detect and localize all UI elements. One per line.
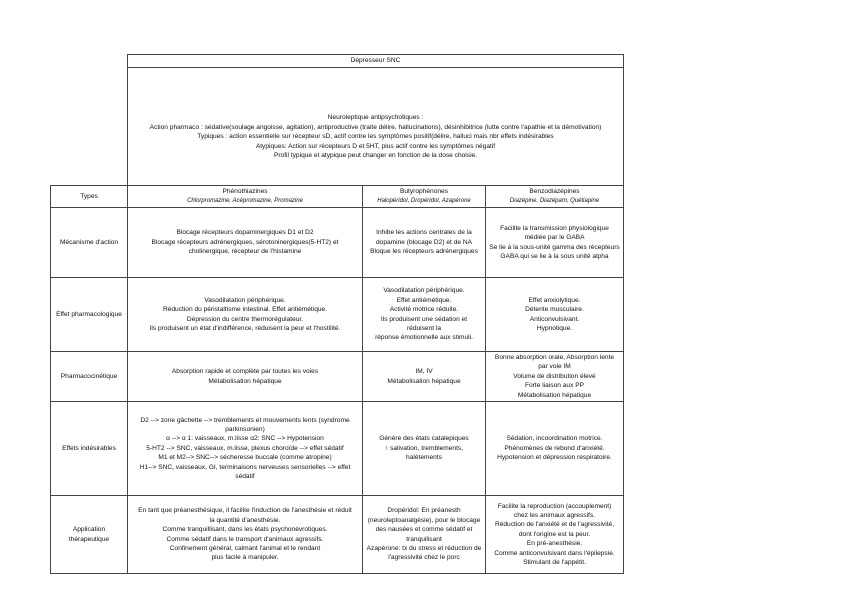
cell-line: Métabolisation hépatique — [208, 377, 282, 385]
cell-line: Ils produisent un état d'indifférence, réduisent la peur et l'hostilité. — [149, 324, 341, 332]
column-name: Butyrophénones — [399, 188, 449, 196]
cell-line: Volume de distribution élevé — [513, 372, 596, 380]
cell-line: Bonne absorption orale, Absorption lente — [494, 354, 615, 361]
intro-line: Action pharmaco : sédative(soulage angoisse, agitation), antiproductive (traite délire, hallucinations), désinhibitrice (lutte contre l'apathie et la démotivation) — [149, 123, 602, 131]
row-label: Mécanisme d'action — [51, 208, 128, 278]
pharmacology-table — [50, 54, 624, 574]
cell-line: Inhibe les actions centrales de la — [376, 229, 472, 237]
table-row — [51, 402, 624, 496]
cell-line: sédatif — [235, 473, 255, 481]
cell-line: dopamine (blocage D2) et de NA — [375, 238, 473, 246]
row-label: Pharmacocinétique — [51, 352, 128, 402]
cell-line: En tant que préanesthésique, il facilite l'induction de l'anesthésie et réduit — [138, 507, 352, 515]
intro-cell — [128, 68, 624, 186]
cell-line: En pré-anesthésie. — [526, 540, 583, 548]
intro-line: Atypiques: Action sur récepteurs D et 5HT, plus actif contre les symptômes négatif — [255, 142, 496, 150]
cell-line: H1--> SNC, vaisseaux, GI, terminaisons nerveuses sensorielles --> effet — [139, 463, 351, 471]
table-row — [51, 352, 624, 402]
cell-line: ↑ salivation, tremblements, — [384, 444, 464, 452]
table-cell — [486, 402, 624, 496]
cell-line: D2 --> zone gâchette --> tremblements et mouvements lents (syndrome — [140, 416, 350, 424]
table-cell — [486, 278, 624, 352]
cell-line: M1 et M2--> SNC--> sécheresse buccale (comme atropine) — [158, 454, 332, 462]
empty-corner — [51, 55, 128, 68]
cell-line: plus facile à manipuler. — [211, 554, 279, 562]
column-header-benzodiazepines — [486, 186, 624, 208]
cell-line: Se lie à la sous-unité gamma des récepteurs — [489, 243, 620, 251]
cell-line: Ils produisent une sédation et — [380, 315, 468, 323]
table-row — [51, 278, 624, 352]
cell-line: tranquilisant — [406, 535, 442, 543]
column-examples: Halopéridol, Dropéridol, Azapérone — [377, 197, 471, 204]
cell-line: Métabolisation hépatique — [387, 377, 461, 385]
cell-line: Détente musculaire. — [525, 306, 584, 314]
cell-line: Forte liaison aux PP — [524, 382, 584, 390]
intro-heading: Neuroleptique antipsychotiques : — [327, 114, 424, 122]
cell-line: cholinergique, récepteur de l'histamine — [188, 248, 302, 256]
cell-line: Phénomènes de rebond d'anxiété. — [504, 444, 605, 452]
column-name: Phénothiazines — [222, 188, 268, 196]
cell-line: Effet anxiolytique. — [528, 296, 581, 304]
cell-line: réponse émotionnelle aux stimuli. — [375, 334, 473, 342]
column-header-phenothiazines — [128, 186, 363, 208]
intro-line: Profil typique et atypique peut changer en fonction de la dose choisie. — [273, 152, 478, 160]
cell-line: Anticonvulsivant. — [529, 315, 580, 323]
cell-line: Confinement général, calmant l'animal et le rendant — [169, 544, 321, 552]
cell-line: Effet antiémétique. — [396, 296, 452, 304]
column-header-butyrophenones — [363, 186, 486, 208]
cell-line: Azapérone: tx du stress et réduction de — [366, 544, 482, 552]
row-label: Effets indésirables — [51, 402, 128, 496]
cell-line: α --> α 1: vaisseaux, m.lisse α2: SNC --> Hypotension — [166, 435, 324, 443]
cell-line: Comme anticonvulsivant dans l'épilepsie. — [494, 549, 615, 557]
column-name: Benzodiazépines — [529, 188, 580, 196]
cell-line: Réduction du péristaltisme intestinal. Effet antiémétique. — [162, 306, 328, 314]
cell-line: Blocage récepteurs dopaminergiques D1 et D2 — [176, 229, 314, 237]
cell-line: IM, IV — [415, 368, 433, 376]
cell-line: GABA qui se lie à la sous unité alpha — [500, 252, 609, 260]
cell-line: Bloque les récepteurs adrénergiques — [370, 248, 478, 256]
empty-corner-2 — [51, 68, 128, 186]
cell-line: des nausées et comme sédatif et — [375, 526, 473, 534]
cell-line: Réduction de l'anxiété et de l'agressivité, — [494, 521, 615, 529]
cell-line: Stimulant de l'appétit. — [523, 559, 586, 567]
table-cell — [128, 208, 363, 278]
cell-line: Comme tranquillisant, dans les états psychonévrotiques. — [162, 526, 328, 534]
cell-line: Dropéridol: En préanesth — [387, 507, 461, 515]
row-label: Effet pharmacologique — [51, 278, 128, 352]
table-cell — [128, 496, 363, 574]
cell-line: chez les animaux agressifs. — [514, 512, 595, 520]
cell-line: la quantité d'anesthésie. — [209, 516, 281, 524]
table-cell — [363, 208, 486, 278]
table-title: Dépresseur SNC — [128, 55, 624, 68]
row-label: Application thérapeutique — [51, 496, 128, 574]
cell-line: Génère des états catalepiques — [379, 435, 469, 443]
cell-line: Activité motrice réduite. — [389, 306, 459, 314]
cell-line: Hypnotique. — [536, 324, 573, 332]
table-cell — [363, 278, 486, 352]
table-row — [51, 208, 624, 278]
cell-line: médiée par le GABA — [524, 234, 585, 242]
cell-line: Métabolisation hépatique — [517, 391, 592, 399]
cell-line: dont l'origine est la peur. — [518, 530, 591, 538]
cell-line: parkinsonien) — [225, 426, 265, 434]
intro-line: Typiques : action essentielle sur récepteur sD, actif contre les symptômes positif(délire, halluci mais nbr effets indésirables — [197, 133, 554, 141]
table-cell — [363, 402, 486, 496]
cell-line: 5-HT2 --> SNC, vaisseaux, m.lisse, plexus choroïde --> effet sédatif — [146, 444, 344, 452]
cell-line: Vasodilatation périphérique. — [204, 296, 286, 304]
cell-line: Sédation, incoordination motrice. — [506, 435, 603, 443]
table-cell — [486, 496, 624, 574]
table-cell — [486, 208, 624, 278]
cell-line: réduisent la — [406, 324, 442, 332]
cell-line: Comme sédatif dans le transport d'animaux agressifs. — [166, 535, 324, 543]
cell-line: Dépression du centre thermorégulateur. — [186, 315, 304, 323]
table-cell — [363, 352, 486, 402]
cell-line: Blocage récepteurs adrénergiques, sérotoninergiques(5-HT2) et — [151, 238, 339, 246]
types-header: Types — [51, 186, 128, 208]
cell-line: Absorption rapide et complète par toutes les voies — [171, 368, 319, 376]
cell-line: Facilite la reproduction (accouplement) — [497, 502, 612, 510]
cell-line: Vasodilatation périphérique. — [383, 287, 465, 295]
column-examples: Diazépine, Diazépam, Quétiapine — [509, 197, 600, 204]
table-cell — [128, 352, 363, 402]
table-cell — [128, 278, 363, 352]
cell-line: par voie IM — [538, 363, 571, 371]
cell-line: Hypotension et dépression respiratoire. — [497, 454, 612, 462]
cell-line: Facilite la transmission physiologique — [500, 224, 609, 232]
cell-line: (neuroleptoanalgésie), pour le blocage — [367, 516, 481, 524]
table-cell — [128, 402, 363, 496]
table-cell — [486, 352, 624, 402]
cell-line: halètements — [406, 454, 442, 462]
column-examples: Chlorpromazine, Acépromazine, Promazine — [187, 197, 303, 204]
table-row — [51, 496, 624, 574]
table-cell — [363, 496, 486, 574]
cell-line: l'agressivité chez le porc — [388, 554, 460, 562]
